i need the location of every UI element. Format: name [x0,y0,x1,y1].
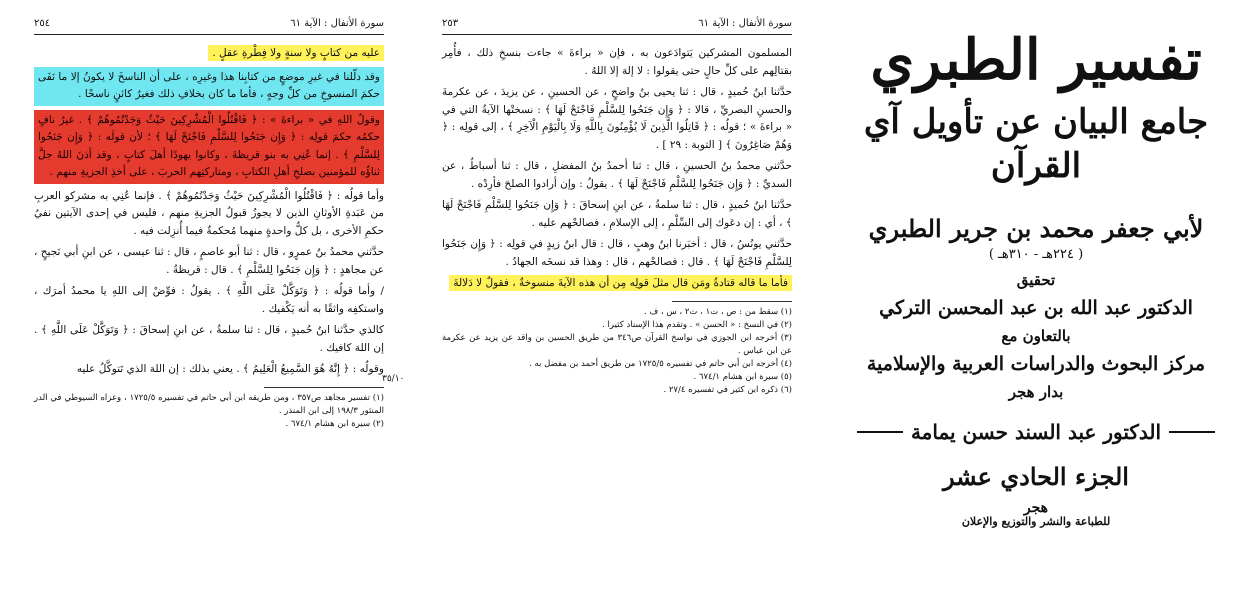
cooperation-label: بالتعاون مع [1001,327,1071,345]
body-paragraph: وأما قولُه : ﴿ فَاقْتُلُوا الْمُشْرِكِينَ حَيْثُ وَجَدْتُمُوهُمْ ﴾ . فإنما عُنِي به مشركو العربِ من عَبَدةِ الأوثانِ الذين لا يجوزُ قبولُ الجزيةِ منهم ، فليس في إحدى الآيتين نفيُ حكمِ الأخرى ، بل كلُّ واحدةٍ منهما مُحكمةٌ فيما أُنزِلت فيه . [34,189,384,237]
footnote: (٢) سيرة ابن هشام ٦٧٤/١ . [285,418,384,429]
footnote: (١) تفسير مجاهد ص٣٥٧ ، ومن طريقه ابن أبي حاتم في تفسيره ١٧٢٥/٥ ، وعزاه السيوطي في الدر المنثور ١٩٨/٣ إلى ابن المنذر . [34,392,384,416]
tahqiq-label: تحقيق [1016,271,1056,289]
book-title: تفسير الطبري [870,27,1202,93]
body-paragraph: حدَّثنا ابنُ حُميدٍ ، قال : ثنا سلمةُ ، عن ابنِ إسحاقَ : ﴿ وَإِن جَنَحُوا لِلسَّلْمِ فَاجْنَحْ لَهَا ﴾ ، أي : إن دعَوك إلى السِّلْمِ ، إلى الإسلامِ ، فصالحْهم عليه . [442,199,792,229]
header-title: سورة الأنفال : الآية ٦١ [290,17,384,29]
body-paragraph: حدَّثني محمدُ بنُ عمرٍو ، قال : ثنا أبو عاصمٍ ، قال : ثنا عيسى ، عن ابنِ أبي نَجيحٍ ، عن مجاهدٍ : ﴿ وَإِن جَنَحُوا لِلسَّلْمِ ﴾ . قال : قريظةُ . [34,246,384,276]
body-paragraph: / وأما قولُه : ﴿ وَتَوَكَّلْ عَلَى اللَّهِ ﴾ . يقولُ : فوِّضْ إلى اللهِ يا محمدُ أمرَك ، واستكفِه واثقًا به أنه يَكْفيك . [34,285,384,315]
yellow-highlighted-text: عليه من كتابٍ ولا سنةٍ ولا فِطْرةِ عقلٍ . [208,45,384,61]
body-paragraph: وقولُه : ﴿ إِنَّهُ هُوَ السَّمِيعُ الْعَلِيمُ ﴾ . يعني بذلك : إن اللهَ الذي تَتوكَّلُ عليه [76,363,384,375]
footnote: (١) سقط من : ص ، ت١ ، ت٢ ، س ، ف . [643,306,792,317]
publisher-block [830,501,1242,529]
author-name: لأبي جعفر محمد بن جرير الطبري [868,214,1204,243]
page-body [442,45,792,397]
second-editor-name: الدكتور عبد السند حسن يمامة [910,420,1162,444]
publisher-text: للطباعة والنشر والتوزيع والإعلان [961,515,1111,528]
book-subtitle: جامع البيان عن تأويل آي القرآن [863,102,1209,186]
author-dates: ( ٢٢٤هـ - ٣١٠هـ ) [988,247,1084,262]
header-title: سورة الأنفال : الآية ٦١ [698,17,792,29]
running-header [34,12,384,35]
publisher-logo: هجر [1023,500,1049,516]
page-number: ٢٥٣ [442,17,459,29]
title-page [830,0,1242,596]
running-header [442,12,792,35]
decorative-dash [857,431,903,433]
second-editor [830,420,1242,444]
body-paragraph: كالذي حدَّثنا ابنُ حُميدٍ ، قال : ثنا سلمةُ ، عن ابنِ إسحاقَ : ﴿ وَتَوَكَّلْ عَلَى اللَّهِ ﴾ . إن اللهَ كافيك . [34,324,384,354]
footnote-divider [264,387,384,388]
footnote-divider [672,301,792,302]
body-paragraph: حدَّثني يونُسُ ، قال : أخبَرنا ابنُ وهبٍ ، قال : قال ابنُ زيدٍ في قولِه : ﴿ وَإِن جَنَحُوا لِلسَّلْمِ فَاجْنَحْ لَهَا ﴾ . قال : فصالحْهم ، قال : وهذا قد نسخَه الجهادُ . [442,238,792,268]
cyan-highlighted-paragraph: وقد دلّلنا في غيرِ موضعٍ من كتابِنا هذا وغيرِه ، على أن الناسخَ لا يكونُ إلا ما نَفَى حكمَ المنسوخِ من كلِّ وجهٍ ، فأما ما كان بخلافِ ذلك فغيرُ كائنٍ ناسخًا . [34,67,384,106]
body-paragraph: حدَّثنا ابنُ حُميدٍ ، قال : ثنا يحيى بنُ واضحٍ ، عن الحسينِ ، عن يزيدَ ، عن عكرمةَ والحسنِ البصريِّ ، قالا : ﴿ وَإِن جَنَحُوا لِلسَّلْمِ فَاجْنَحْ لَهَا ﴾ : نسختْها الآيةُ التي في « براءةَ » ؛ قولُه : ﴿ قَاتِلُوا الَّذِينَ لَا يُؤْمِنُونَ بِاللَّهِ وَلَا بِالْيَوْمِ الْآخِرِ ﴾ ، إلى قولِه : ﴿ وَهُمْ صَاغِرُونَ ﴾ [ التوبة : ٢٩ ] . [442,86,792,151]
page-number: ٢٥٤ [34,17,51,29]
book-page-253 [430,0,808,596]
body-paragraph: حدَّثني محمدُ بنُ الحسينِ ، قال : ثنا أحمدُ بنُ المفضلِ ، قال : ثنا أسباطُ ، عن السديِّ : ﴿ وَإِن جَنَحُوا لِلسَّلْمِ فَاجْنَحْ لَهَا ﴾ . يقولُ : وإن أرادوا الصلحَ فأرِدْه . [442,160,792,190]
decorative-dash [1169,431,1215,433]
body-paragraph: المسلمون المشركين يَتوادَعون به ، فإن « براءةَ » جاءت بنسخِ ذلك ، فأُمِر بقتالِهم على كلِّ حالٍ حتى يقولوا : لا إلهَ إلا اللهُ . [442,47,792,77]
footnote: (٤) أخرجه ابن أبي حاتم في تفسيره ١٧٢٥/٥ من طريق أحمد بن مفضل به . [529,358,792,369]
page-body [34,45,384,431]
footnote: (٢) في النسخ : « الحسن » . وتقدم هذا الإسناد كثيرا . [602,319,792,330]
footnote: (٥) سيرة ابن هشام ٦٧٤/١ . [693,371,792,382]
footnote: (٣) أخرجه ابن الجوزي في نواسخ القرآن ص٣٤٦ من طريق الحسين بن واقد عن يزيد عن عكرمة عن ابن عباس . [442,332,792,356]
margin-marker: ٣٥/١٠ [382,374,405,384]
yellow-highlighted-text: فأما ما قاله قتادةُ ومَن قال مثلَ قولِه مِن أن هذه الآيةَ منسوخةٌ ، فقولٌ لا دَلالةَ [449,275,792,291]
research-center: مركز البحوث والدراسات العربية والإسلامية [866,353,1206,375]
center-location: بدار هجر [1008,383,1064,401]
footnote: (٦) ذكره ابن كثير في تفسيره ٢٧/٤ . [663,384,792,395]
red-highlighted-paragraph: وقولُ اللهِ في « براءةَ » : ﴿ فَاقْتُلُوا الْمُشْرِكِينَ حَيْثُ وَجَدْتُمُوهُمْ ﴾ . غيرُ نافٍ حكمُه حكمَ قولِه : ﴿ وَإِن جَنَحُوا لِلسَّلْمِ فَاجْنَحْ لَهَا ﴾ ؛ لأن قولَه : ﴿ وَإِن جَنَحُوا لِلسَّلْمِ ﴾ . إنما عُنِي به بنو قريظةَ ، وكانوا يهودًا أهلَ كتابٍ ، وقد أذنَ اللهُ جلَّ ثناؤُه للمؤمنين بصلحِ أهلِ الكتابِ ، ومتاركتِهم الحربَ ، على أخذِ الجزيةِ منهم . [34,110,384,184]
volume-label: الجزء الحادي عشر [943,462,1129,491]
book-page-254 [0,0,400,596]
editor-name: الدكتور عبد الله بن عبد المحسن التركي [879,297,1193,319]
